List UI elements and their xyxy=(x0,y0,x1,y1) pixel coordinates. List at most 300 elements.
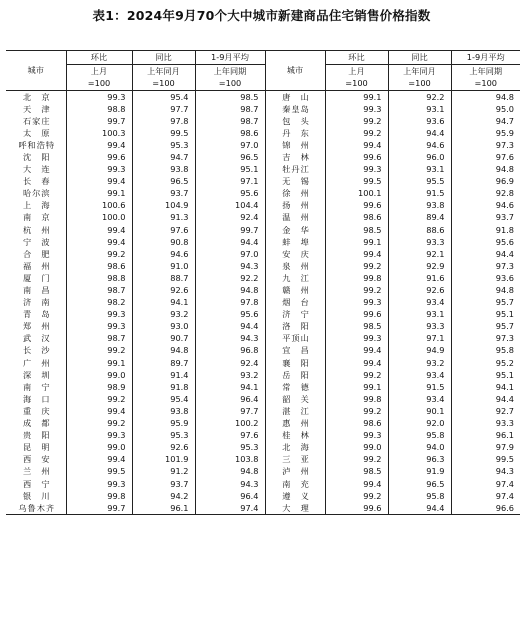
left-ytd-cell: 97.0 xyxy=(195,248,265,260)
left-city-cell: 厦 门 xyxy=(6,272,66,284)
left-mom-cell: 98.7 xyxy=(66,284,132,296)
right-city-cell: 无 锡 xyxy=(265,175,325,187)
right-city-cell: 常 德 xyxy=(265,381,325,393)
left-yoy-cell: 88.7 xyxy=(132,272,195,284)
right-mom-cell: 99.3 xyxy=(325,163,388,175)
left-mom-cell: 99.7 xyxy=(66,115,132,127)
left-city-cell: 海 口 xyxy=(6,393,66,405)
table-row xyxy=(6,175,520,187)
left-ytd-cell: 94.3 xyxy=(195,332,265,344)
left-city-cell: 上 海 xyxy=(6,199,66,211)
yoy-base-left: 上年同月 xyxy=(132,64,195,77)
table-row xyxy=(6,453,520,465)
header-row-3 xyxy=(6,77,520,90)
table-row xyxy=(6,103,520,115)
left-mom-cell: 99.5 xyxy=(66,465,132,477)
right-mom-cell: 99.3 xyxy=(325,103,388,115)
left-city-cell: 福 州 xyxy=(6,260,66,272)
right-mom-cell: 99.5 xyxy=(325,175,388,187)
right-mom-cell: 99.8 xyxy=(325,272,388,284)
right-yoy-cell: 92.6 xyxy=(388,284,451,296)
table-row xyxy=(6,151,520,163)
right-mom-cell: 99.4 xyxy=(325,357,388,369)
right-city-cell: 唐 山 xyxy=(265,90,325,103)
left-city-cell: 大 连 xyxy=(6,163,66,175)
table-body xyxy=(6,90,520,514)
right-yoy-cell: 92.1 xyxy=(388,248,451,260)
left-yoy-cell: 93.8 xyxy=(132,163,195,175)
right-yoy-cell: 96.0 xyxy=(388,151,451,163)
left-yoy-cell: 95.3 xyxy=(132,139,195,151)
table-row xyxy=(6,381,520,393)
yoy-base-right: 上年同月 xyxy=(388,64,451,77)
table-row xyxy=(6,465,520,477)
right-ytd-cell: 95.8 xyxy=(495,345,514,356)
table-row xyxy=(6,320,520,332)
table-row xyxy=(6,127,520,139)
left-mom-cell: 100.0 xyxy=(66,211,132,223)
left-mom-cell: 99.4 xyxy=(66,139,132,151)
right-yoy-cell: 90.1 xyxy=(388,405,451,417)
right-mom-cell: 99.6 xyxy=(325,502,388,515)
right-yoy-cell: 92.2 xyxy=(388,90,451,103)
left-city-cell: 西 安 xyxy=(6,453,66,465)
right-yoy-cell: 93.1 xyxy=(388,308,451,320)
right-yoy-cell: 93.3 xyxy=(388,320,451,332)
left-city-cell: 长 春 xyxy=(6,175,66,187)
table xyxy=(6,50,520,515)
city-header-right: 城市 xyxy=(265,51,325,91)
left-city-cell: 成 都 xyxy=(6,417,66,429)
right-yoy-cell: 91.6 xyxy=(388,272,451,284)
table-row xyxy=(6,199,520,211)
left-city-cell: 天 津 xyxy=(6,103,66,115)
left-city-cell: 银 川 xyxy=(6,490,66,502)
left-ytd-cell: 94.3 xyxy=(195,478,265,490)
right-ytd-cell: 94.6 xyxy=(495,200,514,211)
left-mom-cell: 99.2 xyxy=(66,248,132,260)
left-city-cell: 贵 阳 xyxy=(6,429,66,441)
right-ytd-cell: 94.4 xyxy=(495,393,514,404)
left-mom-cell: 98.8 xyxy=(66,272,132,284)
left-city-cell: 长 沙 xyxy=(6,344,66,356)
left-ytd-cell: 94.4 xyxy=(195,320,265,332)
right-city-cell: 金 华 xyxy=(265,224,325,236)
right-ytd-cell: 95.1 xyxy=(495,309,514,320)
right-mom-cell: 99.6 xyxy=(325,199,388,211)
right-yoy-cell: 93.1 xyxy=(388,163,451,175)
left-city-cell: 南 宁 xyxy=(6,381,66,393)
left-ytd-cell: 97.6 xyxy=(195,429,265,441)
right-mom-cell: 99.2 xyxy=(325,490,388,502)
right-ytd-cell: 95.0 xyxy=(495,103,514,114)
right-mom-cell: 100.1 xyxy=(325,187,388,199)
left-mom-cell: 99.4 xyxy=(66,236,132,248)
city-header-left: 城市 xyxy=(6,51,66,91)
table-row xyxy=(6,490,520,502)
left-yoy-cell: 90.7 xyxy=(132,332,195,344)
right-mom-cell: 99.1 xyxy=(325,381,388,393)
left-ytd-cell: 94.8 xyxy=(195,465,265,477)
right-city-cell: 桂 林 xyxy=(265,429,325,441)
left-city-cell: 兰 州 xyxy=(6,465,66,477)
table-row xyxy=(6,163,520,175)
left-ytd-cell: 99.7 xyxy=(195,224,265,236)
left-ytd-cell: 92.2 xyxy=(195,272,265,284)
table-row xyxy=(6,357,520,369)
left-yoy-cell: 94.6 xyxy=(132,248,195,260)
right-mom-cell: 98.6 xyxy=(325,211,388,223)
left-ytd-cell: 98.5 xyxy=(195,90,265,103)
ytd-header-right: 1-9月平均 xyxy=(451,51,520,65)
table-row xyxy=(6,260,520,272)
right-ytd-cell: 95.2 xyxy=(495,357,514,368)
right-city-cell: 秦皇岛 xyxy=(265,103,325,115)
table-row xyxy=(6,429,520,441)
table-row xyxy=(6,272,520,284)
right-city-cell: 北 海 xyxy=(265,441,325,453)
table-row xyxy=(6,236,520,248)
left-mom-cell: 99.4 xyxy=(66,405,132,417)
right-yoy-cell: 91.9 xyxy=(388,465,451,477)
table-row xyxy=(6,417,520,429)
right-yoy-cell: 93.6 xyxy=(388,115,451,127)
right-ytd-cell: 96.1 xyxy=(495,430,514,441)
right-ytd-cell: 95.7 xyxy=(495,297,514,308)
left-ytd-cell: 95.6 xyxy=(195,187,265,199)
right-city-cell: 锦 州 xyxy=(265,139,325,151)
right-ytd-cell: 99.5 xyxy=(495,454,514,465)
left-mom-cell: 99.4 xyxy=(66,453,132,465)
left-yoy-cell: 92.6 xyxy=(132,284,195,296)
left-city-cell: 太 原 xyxy=(6,127,66,139)
right-yoy-cell: 88.6 xyxy=(388,224,451,236)
right-mom-cell: 99.4 xyxy=(325,478,388,490)
left-mom-cell: 99.3 xyxy=(66,320,132,332)
left-ytd-cell: 94.8 xyxy=(195,284,265,296)
left-city-cell: 沈 阳 xyxy=(6,151,66,163)
right-ytd-cell: 97.4 xyxy=(495,478,514,489)
right-ytd-cell: 93.7 xyxy=(495,212,514,223)
left-yoy-cell: 90.8 xyxy=(132,236,195,248)
left-ytd-cell: 94.3 xyxy=(195,260,265,272)
table-row xyxy=(6,187,520,199)
left-yoy-cell: 95.4 xyxy=(132,90,195,103)
header-row-1 xyxy=(6,51,520,65)
left-yoy-cell: 97.8 xyxy=(132,115,195,127)
right-yoy-cell: 92.9 xyxy=(388,260,451,272)
left-ytd-cell: 97.7 xyxy=(195,405,265,417)
right-mom-cell: 99.4 xyxy=(325,344,388,356)
right-city-cell: 赣 州 xyxy=(265,284,325,296)
left-ytd-cell: 96.5 xyxy=(195,151,265,163)
left-ytd-cell: 94.1 xyxy=(195,381,265,393)
right-city-cell: 泉 州 xyxy=(265,260,325,272)
right-city-cell: 惠 州 xyxy=(265,417,325,429)
mom-base-right: 上月 xyxy=(325,64,388,77)
left-yoy-cell: 97.6 xyxy=(132,224,195,236)
left-mom-cell: 98.2 xyxy=(66,296,132,308)
left-yoy-cell: 93.7 xyxy=(132,478,195,490)
left-ytd-cell: 104.4 xyxy=(195,199,265,211)
left-ytd-cell: 100.2 xyxy=(195,417,265,429)
price-index-table xyxy=(6,50,520,515)
left-mom-cell: 99.7 xyxy=(66,502,132,515)
left-city-cell: 哈尔滨 xyxy=(6,187,66,199)
right-yoy-cell: 94.0 xyxy=(388,441,451,453)
left-mom-cell: 98.8 xyxy=(66,103,132,115)
base-value: =100 xyxy=(325,77,388,90)
right-city-cell: 大 理 xyxy=(265,502,325,515)
left-ytd-cell: 95.3 xyxy=(195,441,265,453)
table-row xyxy=(6,90,520,103)
left-city-cell: 重 庆 xyxy=(6,405,66,417)
left-yoy-cell: 93.2 xyxy=(132,308,195,320)
right-mom-cell: 99.2 xyxy=(325,369,388,381)
left-yoy-cell: 93.0 xyxy=(132,320,195,332)
left-yoy-cell: 91.2 xyxy=(132,465,195,477)
right-yoy-cell: 89.4 xyxy=(388,211,451,223)
left-yoy-cell: 97.7 xyxy=(132,103,195,115)
page-title: 表1：2024年9月70个大中城市新建商品住宅销售价格指数 xyxy=(92,8,431,23)
right-yoy-cell: 93.2 xyxy=(388,357,451,369)
left-mom-cell: 98.6 xyxy=(66,260,132,272)
left-yoy-cell: 94.1 xyxy=(132,296,195,308)
table-row xyxy=(6,308,520,320)
left-yoy-cell: 95.4 xyxy=(132,393,195,405)
right-yoy-cell: 97.1 xyxy=(388,332,451,344)
right-yoy-cell: 95.8 xyxy=(388,490,451,502)
right-ytd-cell: 97.4 xyxy=(495,490,514,501)
left-yoy-cell: 91.0 xyxy=(132,260,195,272)
right-mom-cell: 98.5 xyxy=(325,224,388,236)
table-row xyxy=(6,115,520,127)
right-ytd-cell: 96.9 xyxy=(495,176,514,187)
right-mom-cell: 99.2 xyxy=(325,260,388,272)
right-ytd-cell: 94.4 xyxy=(495,248,514,259)
left-city-cell: 郑 州 xyxy=(6,320,66,332)
left-mom-cell: 99.0 xyxy=(66,441,132,453)
left-city-cell: 南 昌 xyxy=(6,284,66,296)
right-city-cell: 烟 台 xyxy=(265,296,325,308)
right-mom-cell: 99.2 xyxy=(325,284,388,296)
right-mom-cell: 99.6 xyxy=(325,151,388,163)
table-row xyxy=(6,211,520,223)
right-mom-cell: 98.6 xyxy=(325,417,388,429)
left-yoy-cell: 95.3 xyxy=(132,429,195,441)
right-ytd-cell: 94.7 xyxy=(495,115,514,126)
right-mom-cell: 99.3 xyxy=(325,429,388,441)
right-ytd-cell: 93.6 xyxy=(495,272,514,283)
right-city-cell: 吉 林 xyxy=(265,151,325,163)
left-mom-cell: 98.9 xyxy=(66,381,132,393)
left-mom-cell: 99.8 xyxy=(66,490,132,502)
table-row xyxy=(6,296,520,308)
right-yoy-cell: 92.0 xyxy=(388,417,451,429)
left-yoy-cell: 94.8 xyxy=(132,344,195,356)
right-mom-cell: 99.8 xyxy=(325,393,388,405)
left-yoy-cell: 93.8 xyxy=(132,405,195,417)
right-mom-cell: 99.0 xyxy=(325,441,388,453)
left-yoy-cell: 101.9 xyxy=(132,453,195,465)
right-yoy-cell: 96.5 xyxy=(388,478,451,490)
mom-header-right: 环比 xyxy=(325,51,388,65)
ytd-base-left: 上年同期 xyxy=(195,64,265,77)
right-mom-cell: 99.1 xyxy=(325,236,388,248)
left-yoy-cell: 94.7 xyxy=(132,151,195,163)
right-city-cell: 安 庆 xyxy=(265,248,325,260)
right-city-cell: 牡丹江 xyxy=(265,163,325,175)
header-row-2 xyxy=(6,64,520,77)
left-ytd-cell: 96.4 xyxy=(195,393,265,405)
left-city-cell: 南 京 xyxy=(6,211,66,223)
right-mom-cell: 99.6 xyxy=(325,308,388,320)
left-ytd-cell: 96.4 xyxy=(195,490,265,502)
right-city-cell: 蚌 埠 xyxy=(265,236,325,248)
right-mom-cell: 99.4 xyxy=(325,248,388,260)
left-mom-cell: 99.3 xyxy=(66,163,132,175)
right-city-cell: 丹 东 xyxy=(265,127,325,139)
right-city-cell: 泸 州 xyxy=(265,465,325,477)
base-value: =100 xyxy=(132,77,195,90)
right-ytd-cell: 94.3 xyxy=(495,466,514,477)
table-row xyxy=(6,405,520,417)
table-row xyxy=(6,478,520,490)
right-city-cell: 九 江 xyxy=(265,272,325,284)
left-yoy-cell: 94.2 xyxy=(132,490,195,502)
right-mom-cell: 99.2 xyxy=(325,127,388,139)
left-city-cell: 昆 明 xyxy=(6,441,66,453)
right-mom-cell: 99.2 xyxy=(325,115,388,127)
left-city-cell: 呼和浩特 xyxy=(6,139,66,151)
right-yoy-cell: 91.5 xyxy=(388,187,451,199)
right-yoy-cell: 93.3 xyxy=(388,236,451,248)
table-row xyxy=(6,284,520,296)
left-mom-cell: 99.4 xyxy=(66,224,132,236)
right-city-cell: 湛 江 xyxy=(265,405,325,417)
right-city-cell: 洛 阳 xyxy=(265,320,325,332)
right-city-cell: 岳 阳 xyxy=(265,369,325,381)
right-yoy-cell: 94.4 xyxy=(388,127,451,139)
left-yoy-cell: 99.5 xyxy=(132,127,195,139)
left-ytd-cell: 97.4 xyxy=(195,502,265,515)
yoy-header-right: 同比 xyxy=(388,51,451,65)
left-ytd-cell: 103.8 xyxy=(195,453,265,465)
table-row xyxy=(6,441,520,453)
left-mom-cell: 99.1 xyxy=(66,187,132,199)
right-ytd-cell: 96.6 xyxy=(451,502,520,515)
left-mom-cell: 98.7 xyxy=(66,332,132,344)
right-ytd-cell: 93.3 xyxy=(495,418,514,429)
right-city-cell: 南 充 xyxy=(265,478,325,490)
left-mom-cell: 100.6 xyxy=(66,199,132,211)
left-ytd-cell: 98.7 xyxy=(195,103,265,115)
left-yoy-cell: 92.6 xyxy=(132,441,195,453)
left-ytd-cell: 94.4 xyxy=(195,236,265,248)
right-mom-cell: 98.5 xyxy=(325,320,388,332)
left-city-cell: 宁 波 xyxy=(6,236,66,248)
right-yoy-cell: 93.4 xyxy=(388,393,451,405)
right-mom-cell: 98.5 xyxy=(325,465,388,477)
left-city-cell: 北 京 xyxy=(6,90,66,103)
right-mom-cell: 99.2 xyxy=(325,405,388,417)
left-mom-cell: 100.3 xyxy=(66,127,132,139)
left-yoy-cell: 89.7 xyxy=(132,357,195,369)
left-ytd-cell: 93.2 xyxy=(195,369,265,381)
left-yoy-cell: 91.3 xyxy=(132,211,195,223)
left-yoy-cell: 91.8 xyxy=(132,381,195,393)
right-ytd-cell: 95.9 xyxy=(495,127,514,138)
right-mom-cell: 99.3 xyxy=(325,332,388,344)
right-yoy-cell: 93.4 xyxy=(388,369,451,381)
base-value: =100 xyxy=(66,77,132,90)
left-city-cell: 石家庄 xyxy=(6,115,66,127)
right-city-cell: 三 亚 xyxy=(265,453,325,465)
right-yoy-cell: 94.9 xyxy=(388,344,451,356)
right-yoy-cell: 93.1 xyxy=(388,103,451,115)
right-ytd-cell: 95.6 xyxy=(495,236,514,247)
right-city-cell: 扬 州 xyxy=(265,199,325,211)
left-ytd-cell: 96.8 xyxy=(195,344,265,356)
right-mom-cell: 99.3 xyxy=(325,296,388,308)
left-yoy-cell: 104.9 xyxy=(132,199,195,211)
left-mom-cell: 99.2 xyxy=(66,344,132,356)
table-row xyxy=(6,224,520,236)
yoy-header-left: 同比 xyxy=(132,51,195,65)
table-row xyxy=(6,139,520,151)
right-yoy-cell: 95.5 xyxy=(388,175,451,187)
right-yoy-cell: 95.8 xyxy=(388,429,451,441)
left-mom-cell: 99.3 xyxy=(66,478,132,490)
left-city-cell: 西 宁 xyxy=(6,478,66,490)
left-yoy-cell: 91.4 xyxy=(132,369,195,381)
left-yoy-cell: 96.1 xyxy=(132,502,195,515)
left-ytd-cell: 98.7 xyxy=(195,115,265,127)
right-ytd-cell: 95.7 xyxy=(495,321,514,332)
right-ytd-cell: 94.8 xyxy=(495,285,514,295)
right-yoy-cell: 91.5 xyxy=(388,381,451,393)
left-mom-cell: 99.2 xyxy=(66,417,132,429)
left-ytd-cell: 97.0 xyxy=(195,139,265,151)
base-value: =100 xyxy=(388,77,451,90)
right-city-cell: 韶 关 xyxy=(265,393,325,405)
left-ytd-cell: 92.4 xyxy=(195,357,265,369)
left-city-cell: 武 汉 xyxy=(6,332,66,344)
left-mom-cell: 99.1 xyxy=(66,357,132,369)
ytd-header-left: 1-9月平均 xyxy=(195,51,265,65)
right-yoy-cell: 93.8 xyxy=(388,199,451,211)
left-mom-cell: 99.3 xyxy=(66,429,132,441)
right-ytd-cell: 97.3 xyxy=(495,260,514,271)
right-city-cell: 遵 义 xyxy=(265,490,325,502)
left-ytd-cell: 95.6 xyxy=(195,308,265,320)
right-ytd-cell: 94.1 xyxy=(495,381,514,392)
right-ytd-cell: 95.1 xyxy=(495,369,514,380)
base-value: =100 xyxy=(195,77,265,90)
base-value: =100 xyxy=(451,77,520,90)
left-city-cell: 杭 州 xyxy=(6,224,66,236)
left-ytd-cell: 92.4 xyxy=(195,211,265,223)
left-mom-cell: 99.0 xyxy=(66,369,132,381)
left-ytd-cell: 98.6 xyxy=(195,127,265,139)
left-yoy-cell: 93.7 xyxy=(132,187,195,199)
left-mom-cell: 99.4 xyxy=(66,175,132,187)
left-ytd-cell: 97.8 xyxy=(195,296,265,308)
right-city-cell: 宜 昌 xyxy=(265,344,325,356)
right-ytd-cell: 97.3 xyxy=(495,139,514,150)
right-mom-cell: 99.4 xyxy=(325,139,388,151)
left-city-cell: 合 肥 xyxy=(6,248,66,260)
